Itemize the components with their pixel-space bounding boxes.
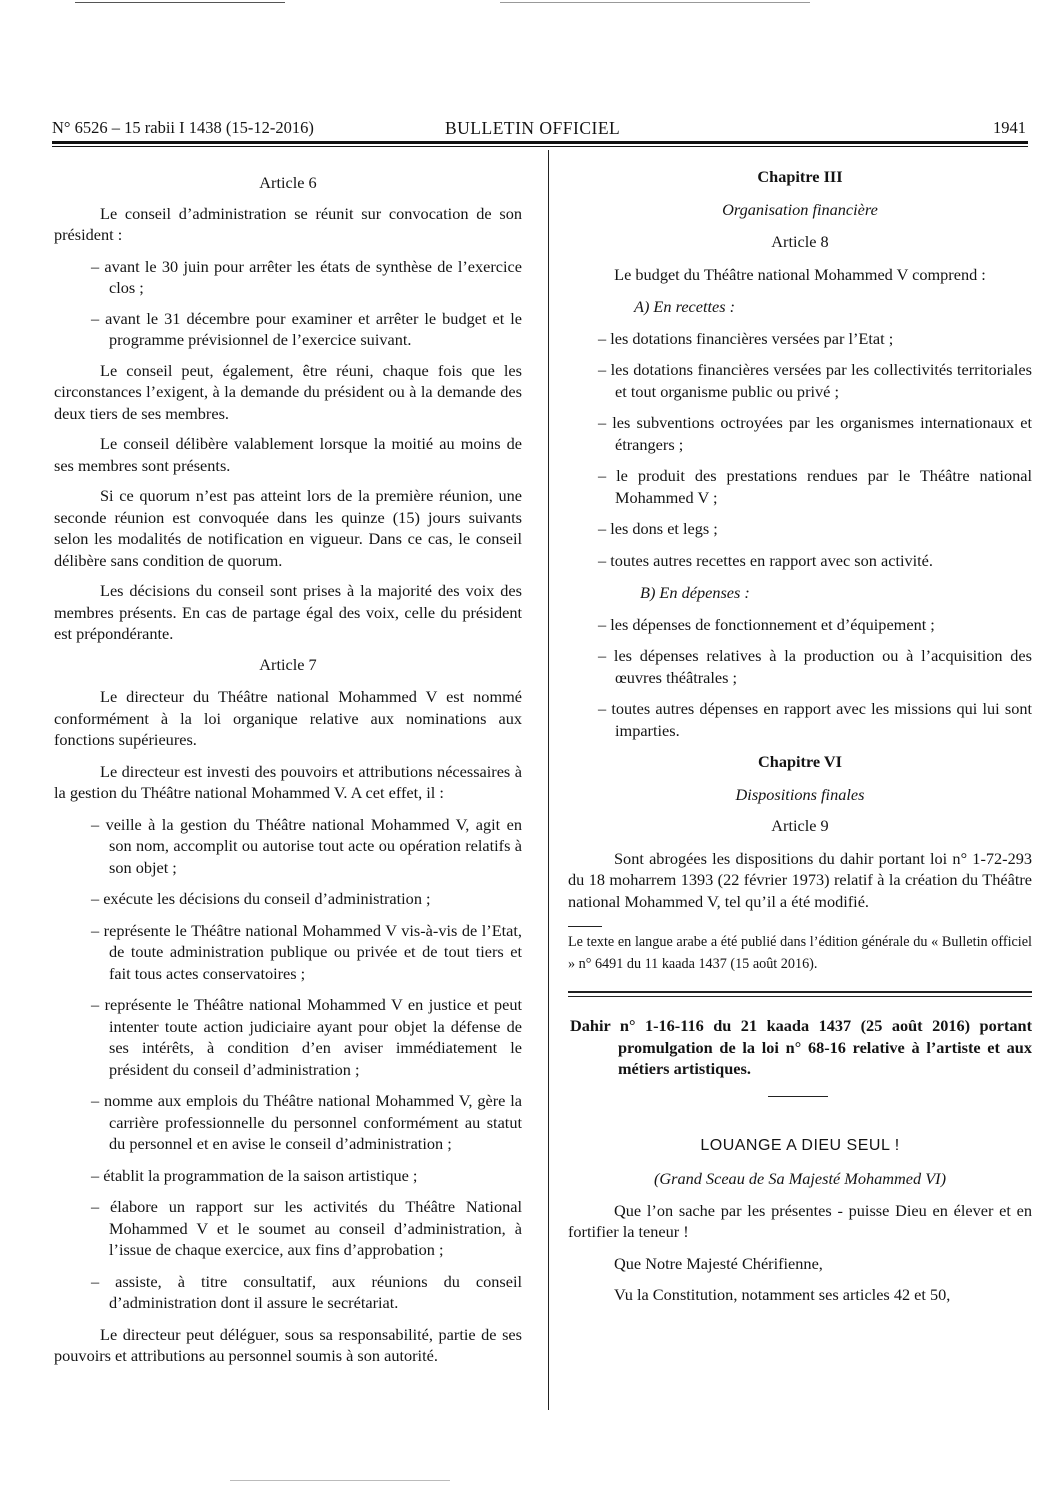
scan-artifact-line — [500, 2, 810, 3]
left-column — [54, 172, 522, 1367]
paragraph: Le conseil d’administration se réunit sur convocation de son président : — [54, 203, 522, 244]
chapter-subtitle: Organisation financière — [722, 199, 878, 219]
chapter-title: Chapitre VI — [758, 752, 842, 771]
section-rule — [568, 991, 1032, 993]
list-item: – établit la programmation de la saison artistique ; — [91, 1165, 418, 1185]
article-title: Article 7 — [259, 654, 317, 674]
publication-title: BULLETIN OFFICIEL — [445, 118, 621, 138]
list-item: – assiste, à titre consultatif, aux réunions du conseil d’administration dont il assure le secrétariat. — [91, 1271, 522, 1312]
article-title: Article 9 — [771, 816, 829, 835]
list-item: – les dépenses de fonctionnement et d’équipement ; — [598, 614, 935, 634]
list-item: – le produit des prestations rendues par le Théâtre national Mohammed V ; — [598, 466, 1032, 507]
list-item: – élabore un rapport sur les activités du Théâtre National Mohammed V et le soumet au conseil d’administration, à l’issue de chaque exercice, aux fins d’approbation ; — [91, 1197, 522, 1259]
scan-artifact-line — [230, 1480, 450, 1481]
paragraph: Sont abrogées les dispositions du dahir portant loi n° 1-72-293 du 18 moharrem 1393 (22 février 1973) relatif à la création du Théâtre national Mohammed V, tel qu’il a été modifié. — [568, 848, 1032, 911]
chapter-title: Chapitre III — [757, 167, 843, 186]
right-column — [568, 166, 1032, 1306]
paragraph: Le directeur peut déléguer, sous sa responsabilité, partie de ses pouvoirs et attributions au personnel soumis à son autorité. — [54, 1324, 522, 1365]
paragraph: Que Notre Majesté Chérifienne, — [614, 1253, 823, 1273]
list-item: – avant le 31 décembre pour examiner et arrêter le budget et le programme prévisionnel de l’exercice suivant. — [91, 308, 522, 349]
chapter-subtitle: Dispositions finales — [735, 784, 865, 804]
paragraph: Que l’on sache par les présentes - puisse Dieu en élever et en fortifier la teneur ! — [568, 1200, 1032, 1241]
paragraph: Si ce quorum n’est pas atteint lors de la première réunion, une seconde réunion est convoquée dans les quinze (15) jours suivants selon les modalités de notification en vigueur. Dans ce cas, le conseil délibère sans condition de quorum. — [54, 486, 522, 570]
list-item: – exécute les décisions du conseil d’administration ; — [91, 889, 431, 908]
list-item: – les subventions octroyées par les organismes internationaux et étrangers ; — [598, 413, 1032, 454]
issue-reference: N° 6526 – 15 rabii I 1438 (15-12-2016) — [52, 118, 314, 137]
list-item: – avant le 30 juin pour arrêter les états de synthèse de l’exercice clos ; — [91, 256, 522, 297]
section-label: B) En dépenses : — [640, 583, 750, 602]
section-label: A) En recettes : — [634, 297, 736, 316]
paragraph: Le conseil peut, également, être réuni, chaque fois que les circonstances l’exigent, à la demande du président ou à la demande des deux tiers de ses membres. — [54, 360, 522, 423]
list-item: – les dotations financières versées par les collectivités territoriales et tout organisme public ou privé ; — [598, 360, 1032, 401]
seal-line: (Grand Sceau de Sa Majesté Mohammed VI) — [653, 1169, 947, 1188]
header-rule — [52, 141, 1028, 144]
scan-artifact-line — [75, 2, 285, 3]
page-number: 1941 — [993, 118, 1026, 137]
list-item: – les dotations financières versées par l’Etat ; — [598, 328, 894, 348]
page-header — [52, 118, 1028, 140]
note-separator — [568, 926, 602, 927]
paragraph: Les décisions du conseil sont prises à la majorité des voix des membres présents. En cas de partage égal des voix, celle du président est prépondérante. — [54, 581, 522, 643]
column-divider — [548, 150, 549, 1410]
paragraph: Le directeur est investi des pouvoirs et attributions nécessaires à la gestion du Théâtre national Mohammed V. A cet effet, il : — [54, 761, 522, 802]
article-title: Article 8 — [771, 232, 829, 251]
list-item: – représente le Théâtre national Mohammed V en justice et peut intenter toute action judiciaire ayant pour objet la défense de ses intérêts, à condition d’en aviser immédiatement le président du conseil d’administration ; — [91, 995, 522, 1079]
list-item: – toutes autres recettes en rapport avec son activité. — [598, 550, 933, 570]
article-title: Article 6 — [259, 173, 317, 192]
list-item: – toutes autres dépenses en rapport avec les missions qui lui sont imparties. — [598, 699, 1032, 740]
list-item: – les dépenses relatives à la production ou à l’acquisition des œuvres théâtrales ; — [598, 646, 1032, 687]
paragraph: Le directeur du Théâtre national Mohammed V est nommé conformément à la loi organique relative aux nominations aux fonctions supérieures. — [54, 687, 522, 749]
paragraph: Le conseil délibère valablement lorsque la moitié au moins de ses membres sont présents. — [54, 434, 522, 475]
heading-separator — [768, 1096, 828, 1097]
paragraph: Le budget du Théâtre national Mohammed V comprend : — [614, 264, 986, 284]
footnote: Le texte en langue arabe a été publié dans l’édition générale du « Bulletin officiel » n° 6491 du 11 kaada 1437 (15 août 2016). — [568, 934, 1032, 972]
section-rule — [568, 996, 1032, 997]
list-item: – veille à la gestion du Théâtre national Mohammed V, agit en son nom, accomplit ou autorise tout acte ou opération relatifs à son objet ; — [91, 814, 522, 877]
dahir-heading: Dahir n° 1-16-116 du 21 kaada 1437 (25 août 2016) portant promulgation de la loi n° 68-16 relative à l’artiste et aux métiers artistiques. — [570, 1016, 1032, 1078]
header-rule-thin — [52, 146, 1028, 147]
list-item: – représente le Théâtre national Mohammed V vis-à-vis de l’Etat, de toute administration publique ou privée et de tout tiers et fait tous actes conservatoires ; — [91, 920, 522, 983]
list-item: – nomme aux emplois du Théâtre national Mohammed V, gère la carrière professionnelle du personnel conformément au statut du personnel et en avise le conseil d’administration ; — [91, 1091, 522, 1153]
list-item: – les dons et legs ; — [598, 519, 718, 538]
louange-line: LOUANGE A DIEU SEUL ! — [700, 1136, 900, 1154]
paragraph: Vu la Constitution, notamment ses articles 42 et 50, — [614, 1285, 951, 1304]
